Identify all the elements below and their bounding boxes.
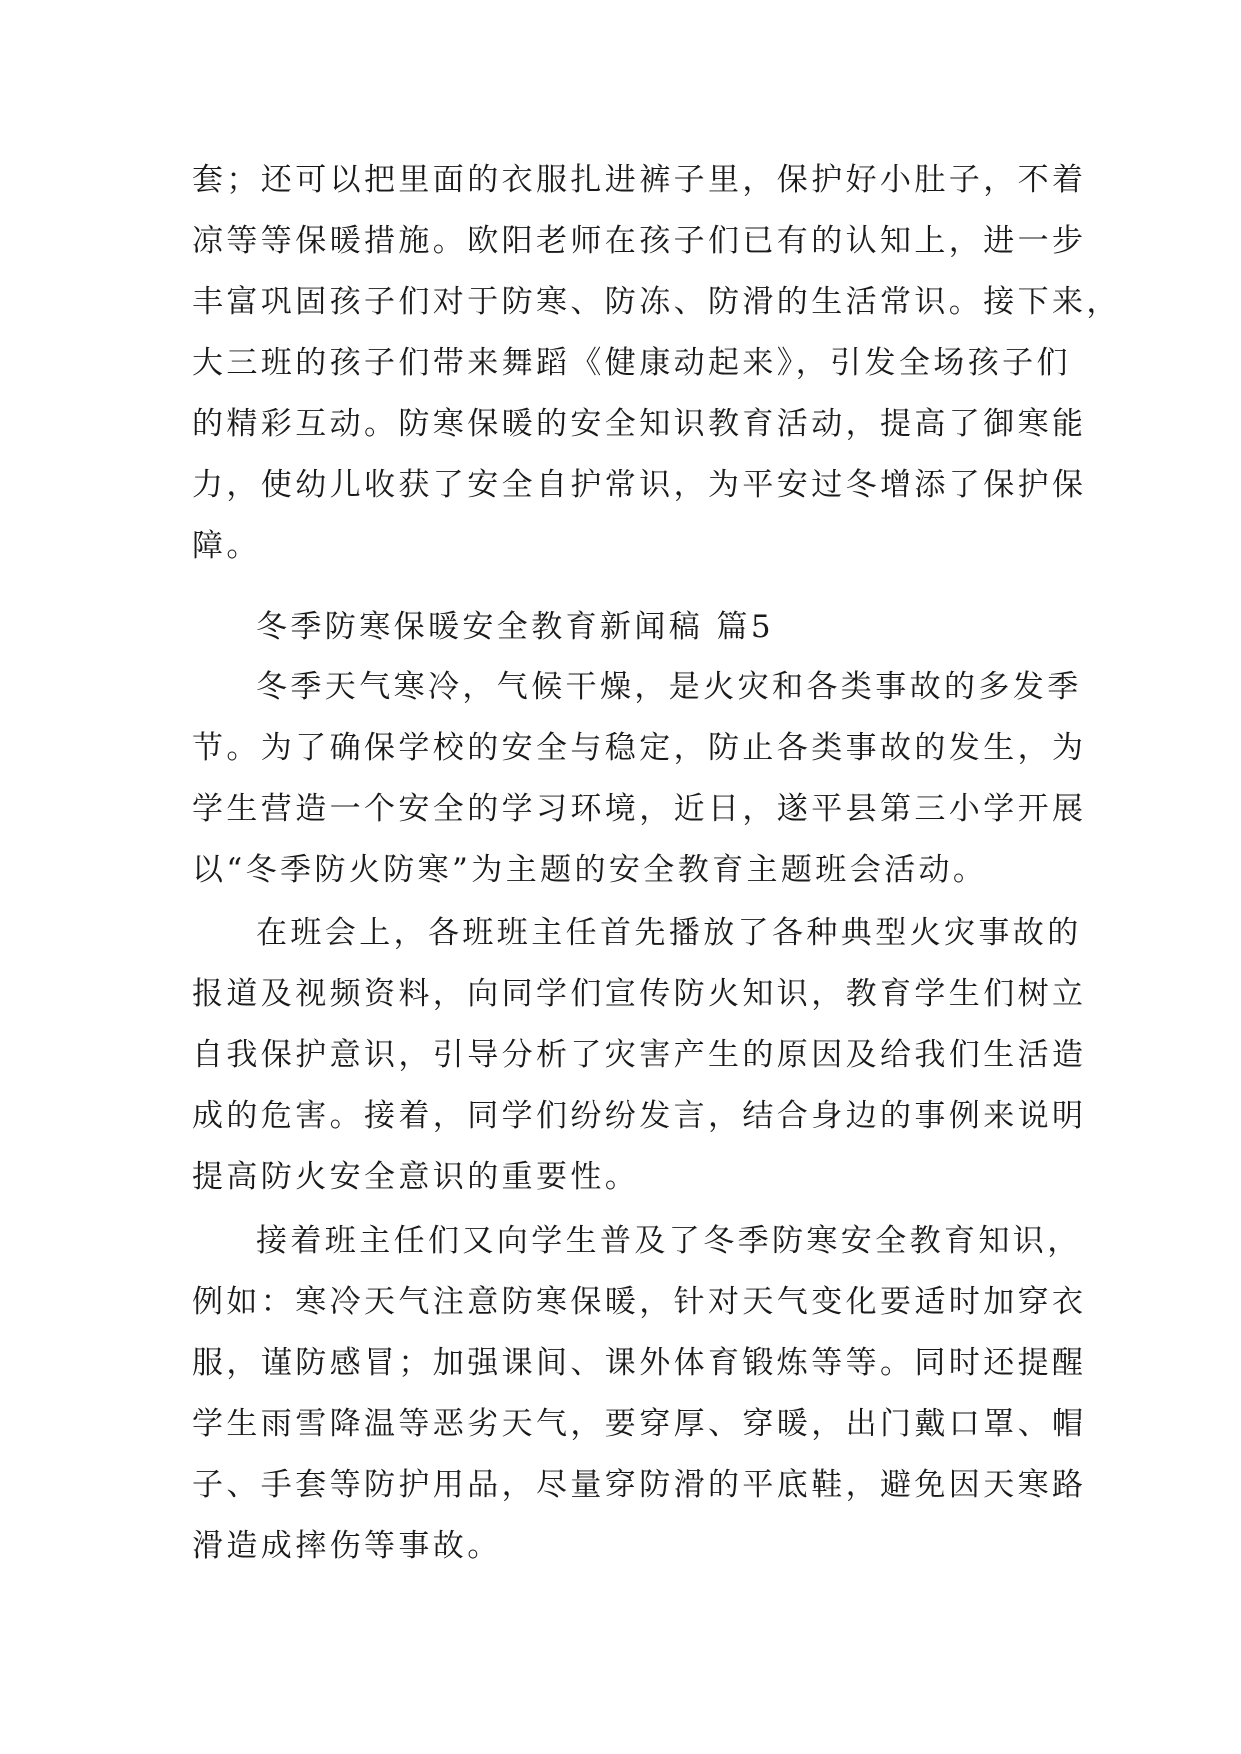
section-title-block xyxy=(192,597,1052,658)
paragraph-1 xyxy=(192,657,1087,901)
paragraph-line: 例如：寒冷天气注意防寒保暖，针对天气变化要适时加穿衣 xyxy=(192,1284,1087,1320)
paragraph-line: 学生雨雪降温等恶劣天气，要穿厚、穿暖，出门戴口罩、帽 xyxy=(192,1406,1087,1442)
section-title: 冬季防寒保暖安全教育新闻稿 篇5 xyxy=(256,609,774,645)
continuation-paragraph xyxy=(192,150,1121,577)
paragraph-line: 障。 xyxy=(192,528,261,564)
paragraph-2 xyxy=(192,903,1087,1208)
paragraph-line: 的精彩互动。防寒保暖的安全知识教育活动，提高了御寒能 xyxy=(192,406,1087,442)
paragraph-line: 节。为了确保学校的安全与稳定，防止各类事故的发生，为 xyxy=(192,730,1087,766)
paragraph-line: 提高防火安全意识的重要性。 xyxy=(192,1159,640,1195)
paragraph-line: 成的危害。接着，同学们纷纷发言，结合身边的事例来说明 xyxy=(192,1098,1087,1134)
paragraph-line: 凉等等保暖措施。欧阳老师在孩子们已有的认知上，进一步 xyxy=(192,223,1087,259)
paragraph-line: 自我保护意识，引导分析了灾害产生的原因及给我们生活造 xyxy=(192,1037,1087,1073)
paragraph-line: 报道及视频资料，向同学们宣传防火知识，教育学生们树立 xyxy=(192,976,1087,1012)
paragraph-line: 冬季天气寒冷，气候干燥，是火灾和各类事故的多发季 xyxy=(256,669,1082,705)
paragraph-line: 接着班主任们又向学生普及了冬季防寒安全教育知识， xyxy=(256,1223,1082,1259)
paragraph-line: 以“冬季防火防寒”为主题的安全教育主题班会活动。 xyxy=(192,852,988,888)
paragraph-line: 大三班的孩子们带来舞蹈《健康动起来》，引发全场孩子们 xyxy=(192,345,1071,381)
paragraph-line: 在班会上，各班班主任首先播放了各种典型火灾事故的 xyxy=(256,915,1082,951)
paragraph-line: 丰富巩固孩子们对于防寒、防冻、防滑的生活常识。接下来， xyxy=(192,284,1121,320)
paragraph-3 xyxy=(192,1211,1087,1577)
paragraph-line: 服，谨防感冒；加强课间、课外体育锻炼等等。同时还提醒 xyxy=(192,1345,1087,1381)
paragraph-line: 力，使幼儿收获了安全自护常识，为平安过冬增添了保护保 xyxy=(192,467,1087,503)
paragraph-line: 滑造成摔伤等事故。 xyxy=(192,1528,502,1564)
paragraph-line: 子、手套等防护用品，尽量穿防滑的平底鞋，避免因天寒路 xyxy=(192,1467,1087,1503)
paragraph-line: 套；还可以把里面的衣服扎进裤子里，保护好小肚子，不着 xyxy=(192,162,1087,198)
paragraph-line: 学生营造一个安全的学习环境，近日，遂平县第三小学开展 xyxy=(192,791,1087,827)
